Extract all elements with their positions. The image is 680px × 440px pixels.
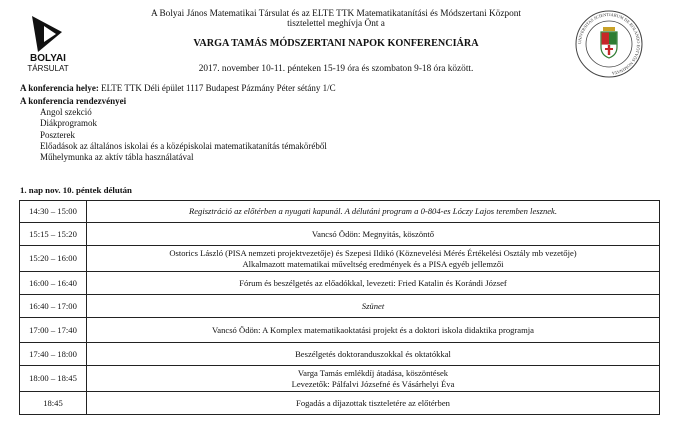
- schedule-description: Fogadás a díjazottak tiszteletére az előtérben: [87, 392, 660, 415]
- schedule-row: [20, 295, 660, 318]
- event-item: Diákprogramok: [40, 118, 97, 129]
- elte-seal-logo: [574, 9, 644, 79]
- schedule-time: 17:40 – 18:00: [20, 343, 87, 366]
- event-item: Műhelymunka az aktív tábla használatával: [40, 152, 194, 163]
- venue-label: A konferencia helye:: [20, 83, 99, 93]
- events-list: [40, 107, 327, 163]
- schedule-description: Varga Tamás emlékdíj átadása, köszöntések Levezetők: Pálfalvi Józsefné és Vásárhelyi Éva: [87, 366, 660, 392]
- schedule-time: 15:20 – 16:00: [20, 246, 87, 272]
- schedule-time: 17:00 – 17:40: [20, 318, 87, 343]
- schedule-time: 14:30 – 15:00: [20, 201, 87, 223]
- venue-line: [20, 83, 336, 94]
- schedule-description: Ostorics László (PISA nemzeti projektvezetője) és Szepesi Ildikó (Köznevelési Mérés Értékelési Osztály mb vezetője) Alkalmazott matematikai műveltség eredmények és a PISA egyéb jellemzői: [87, 246, 660, 272]
- schedule-row: [20, 223, 660, 246]
- schedule-time: 16:40 – 17:00: [20, 295, 87, 318]
- schedule-description: Szünet: [87, 295, 660, 318]
- schedule-row: [20, 366, 660, 392]
- logo-text-tarsulat: TÁRSULAT: [27, 64, 69, 73]
- events-heading: A konferencia rendezvényei: [20, 96, 127, 106]
- invite-line: tisztelettel meghívja Önt a: [287, 19, 385, 29]
- schedule-row: [20, 246, 660, 272]
- schedule-description: Regisztráció az előtérben a nyugati kapunál. A délutáni program a 0-804-es Lóczy Lajos teremben lesznek.: [87, 201, 660, 223]
- seal-text: UNIVERSITAS SCIENTIARUM DE ROLANDO EÖTVÖS NOMINATA: [576, 11, 642, 76]
- schedule-row: [20, 318, 660, 343]
- conference-dates: 2017. november 10-11. pénteken 15-19 óra és szombaton 9-18 óra között.: [198, 64, 474, 74]
- schedule-row: [20, 392, 660, 415]
- schedule-description: Vancsó Ödön: A Komplex matematikaoktatási projekt és a doktori iskola didaktika programja: [87, 318, 660, 343]
- schedule-time: 18:45: [20, 392, 87, 415]
- event-item: Előadások az általános iskolai és a középiskolai matematikatanítás témaköréből: [40, 140, 327, 151]
- schedule-table: [19, 200, 660, 415]
- day1-heading: 1. nap nov. 10. péntek délután: [20, 185, 132, 195]
- conference-title: VARGA TAMÁS MÓDSZERTANI NAPOK KONFERENCIÁRA: [193, 38, 479, 49]
- schedule-row: [20, 343, 660, 366]
- schedule-time: 16:00 – 16:40: [20, 272, 87, 295]
- organizers-line: A Bolyai János Matematikai Társulat és az ELTE TTK Matematikatanítási és Módszertani Központ: [150, 9, 522, 19]
- schedule-row: [20, 201, 660, 223]
- venue-value: ELTE TTK Déli épület 1117 Budapest Pázmány Péter sétány 1/C: [98, 83, 336, 93]
- schedule-description: Vancsó Ödön: Megnyitás, köszöntő: [87, 223, 660, 246]
- bolyai-tarsulat-logo: [18, 12, 78, 74]
- logo-text-bolyai: BOLYAI: [30, 53, 66, 64]
- schedule-description: Beszélgetés doktoranduszokkal és oktatókkal: [87, 343, 660, 366]
- event-item: Angol szekció: [40, 107, 92, 117]
- schedule-time: 15:15 – 15:20: [20, 223, 87, 246]
- schedule-description: Fórum és beszélgetés az előadókkal, levezeti: Fried Katalin és Korándi József: [87, 272, 660, 295]
- schedule-time: 18:00 – 18:45: [20, 366, 87, 392]
- event-item: Poszterek: [40, 129, 75, 140]
- schedule-row: [20, 272, 660, 295]
